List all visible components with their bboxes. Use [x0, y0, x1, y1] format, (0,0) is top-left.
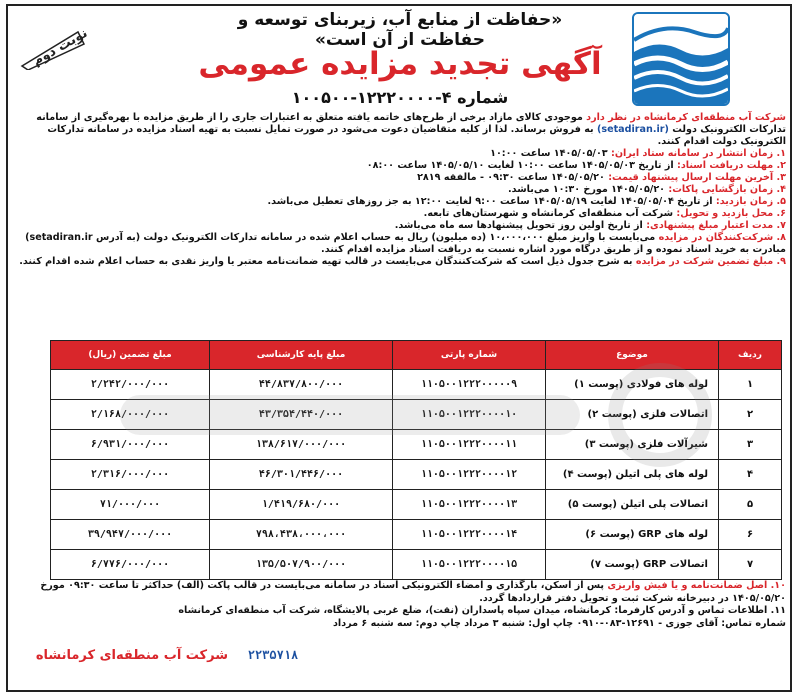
cell-guarantee: ۲/۱۶۸/۰۰۰/۰۰۰	[51, 400, 210, 430]
table-header-row	[51, 341, 782, 370]
cell-base-price: ۱۳۵/۵۰۷/۹۰۰/۰۰۰	[210, 550, 393, 580]
notice-body	[14, 112, 786, 268]
item-label: ۷. مدت اعتبار مبلغ پیشنهادی:	[646, 220, 786, 231]
cell-party-number: ۱۱۰۵۰۰۱۲۲۲۰۰۰۰۱۴	[393, 520, 546, 550]
cell-guarantee: ۳۹/۹۴۷/۰۰۰/۰۰۰	[51, 520, 210, 550]
cell-party-number: ۱۱۰۵۰۰۱۲۲۲۰۰۰۰۱۲	[393, 460, 546, 490]
list-item	[14, 196, 786, 208]
cell-row: ۶	[719, 520, 782, 550]
guarantee-table	[50, 340, 782, 580]
cell-guarantee: ۷۱/۰۰۰/۰۰۰	[51, 490, 210, 520]
item-label: ۹. مبلغ تضمین شرکت در مزایده	[635, 256, 786, 267]
cell-row: ۳	[719, 430, 782, 460]
item-text: از تاریخ ۱۴۰۵/۰۵/۰۴ لغایت ۱۴۰۵/۰۵/۱۹ ساعت ۹:۰۰ لغایت ۱۲:۰۰ به جز روزهای تعطیل می‌باشد.	[267, 196, 716, 207]
guarantee-table-wrap	[50, 340, 782, 570]
item-label: ۳. آخرین مهلت ارسال پیشنهاد قیمت:	[608, 172, 786, 183]
list-item	[14, 160, 786, 172]
footer-line-10-label: ۱۰. اصل ضمانت‌نامه و یا فیش واریزی	[607, 580, 786, 591]
col-subject: موضوع	[546, 341, 719, 370]
cell-guarantee: ۲/۲۴۲/۰۰۰/۰۰۰	[51, 370, 210, 400]
item-label: ۲. مهلت دریافت اسناد:	[677, 160, 786, 171]
cell-guarantee: ۲/۳۱۶/۰۰۰/۰۰۰	[51, 460, 210, 490]
list-item	[14, 184, 786, 196]
cell-subject: اتصالات GRP (پوست ۷)	[546, 550, 719, 580]
col-guarantee: مبلغ تضمین (ریال)	[51, 341, 210, 370]
table-row	[51, 490, 782, 520]
intro-text-2: به فروش برساند. لذا از کلیه متقاضیان دعوت می‌شود در صورت تمایل نسبت به تهیه اسناد مزایده در سامانه تدارکات الکترونیک دولت اقدام کنند.	[47, 124, 786, 147]
list-item	[14, 148, 786, 160]
cell-base-price: ۴۶/۳۰۱/۴۴۶/۰۰۰	[210, 460, 393, 490]
cell-subject: شیرآلات فلزی (پوست ۳)	[546, 430, 719, 460]
cell-party-number: ۱۱۰۵۰۰۱۲۲۲۰۰۰۰۱۰	[393, 400, 546, 430]
cell-subject: لوله های پلی اتیلن (پوست ۴)	[546, 460, 719, 490]
col-row: ردیف	[719, 341, 782, 370]
phone-number: ۲۲۳۵۷۱۸	[247, 648, 299, 662]
table-row	[51, 430, 782, 460]
cell-row: ۲	[719, 400, 782, 430]
notice-footer	[14, 580, 786, 630]
footer-line-12: شماره تماس: آقای جوزی - ۱۲۶۹۱-۰۸۳-۰۹۱۰ چاپ اول: شنبه ۳ مرداد چاپ دوم: سه شنبه ۶ مرداد	[333, 617, 786, 629]
footer-line-10-text: پس از اسکن، بارگذاری و امضاء الکترونیکی اسناد در سامانه می‌بایست در قالب پاکت (الف) حداکثر تا ساعت ۰۹:۳۰ مورخ ۱۴۰۵/۰۵/۲۰ در دبیرخانه شرکت ثبت و تحویل دفتر قراردادها گردد.	[40, 580, 786, 604]
intro-text-1: موجودی کالای مازاد برخی از طرح‌های خاتمه یافته متعلق به اعتبارات جاری را از طریق مزایده با بهره‌گیری از سامانه تدارکات الکترونیک دولت	[36, 112, 786, 135]
cell-base-price: ۱/۴۱۹/۶۸۰/۰۰۰	[210, 490, 393, 520]
edition-stamp-label: نوبت دوم	[30, 25, 91, 70]
footer-line-10	[14, 580, 786, 605]
cell-party-number: ۱۱۰۵۰۰۱۲۲۲۰۰۰۰۱۵	[393, 550, 546, 580]
table-row	[51, 370, 782, 400]
table-row	[51, 520, 782, 550]
item-text: به شرح جدول ذیل است که شرکت‌کنندگان می‌بایست در قالب تهیه ضمانت‌نامه معتبر یا واریز نقدی به حساب اعلام شده اقدام کنند.	[19, 256, 636, 267]
item-label: ۱. زمان انتشار در سامانه ستاد ایران:	[611, 148, 786, 159]
slogan: «حفاظت از منابع آب، زیربنای توسعه و حفاظت از آن است»	[237, 10, 563, 50]
table-row	[51, 400, 782, 430]
company-signature: شرکت آب منطقه‌ای کرمانشاه	[35, 648, 228, 663]
cell-party-number: ۱۱۰۵۰۰۱۲۲۲۰۰۰۰۱۳	[393, 490, 546, 520]
item-text: از تاریخ اولین روز تحویل پیشنهادها سه ماه می‌باشد.	[394, 220, 647, 231]
list-item	[14, 256, 786, 268]
cell-row: ۷	[719, 550, 782, 580]
item-label: ۴. زمان بازگشایی پاکات:	[668, 184, 786, 195]
list-item	[14, 232, 786, 256]
item-label: ۵. زمان بازدید:	[715, 196, 786, 207]
col-party-number: شماره پارتی	[393, 341, 546, 370]
cell-subject: اتصالات فلزی (پوست ۲)	[546, 400, 719, 430]
table-row	[51, 550, 782, 580]
cell-subject: لوله های GRP (پوست ۶)	[546, 520, 719, 550]
cell-base-price: ۷۹۸،۴۳۸،۰۰۰،۰۰۰	[210, 520, 393, 550]
item-text: ۱۴۰۵/۰۵/۲۰ ساعت ۰۹:۳۰ - مالفقه ۲۸۱۹	[417, 172, 609, 183]
cell-party-number: ۱۱۰۵۰۰۱۲۲۲۰۰۰۰۱۱	[393, 430, 546, 460]
list-item	[14, 220, 786, 232]
cell-row: ۱	[719, 370, 782, 400]
item-text: می‌بایست با واریز مبلغ ۱۰،۰۰۰،۰۰۰ (ده میلیون) ریال به حساب اعلام شده در سامانه تدارکات الکترونیک دولت (به آدرس setadiran.ir) مبادرت به خرید اسناد نموده و از طریق درگاه مورد اشاره نسبت به دریافت اسناد مزایده اقدام کنند.	[25, 232, 786, 255]
item-text: شرکت آب منطقه‌ای کرمانشاه و شهرستان‌های تابعه.	[423, 208, 677, 219]
list-item	[14, 172, 786, 184]
cell-row: ۴	[719, 460, 782, 490]
cell-party-number: ۱۱۰۵۰۰۱۲۲۲۰۰۰۰۰۹	[393, 370, 546, 400]
intro-paragraph	[14, 112, 786, 148]
intro-lead: شرکت آب منطقه‌ای کرمانشاه در نظر دارد	[586, 112, 786, 123]
cell-guarantee: ۶/۷۷۶/۰۰۰/۰۰۰	[51, 550, 210, 580]
item-label: ۸. شرکت‌کنندگان در مزایده	[658, 232, 786, 243]
cell-subject: لوله های فولادی (پوست ۱)	[546, 370, 719, 400]
cell-base-price: ۴۴/۸۳۷/۸۰۰/۰۰۰	[210, 370, 393, 400]
col-base-price: مبلغ پایه کارشناسی	[210, 341, 393, 370]
notice-number: شماره ۴-۱۲۲۲۰۰۰۰-۱۰۰۵۰۰	[291, 88, 509, 107]
item-text: ۱۴۰۵/۰۵/۲۰ مورخ ۱۰:۳۰ می‌باشد.	[508, 184, 669, 195]
notice-title: آگهی تجدید مزایده عمومی	[198, 46, 602, 82]
water-company-logo-icon	[632, 12, 730, 106]
item-text: از تاریخ ۱۴۰۵/۰۵/۰۳ ساعت ۱۰:۰۰ لغایت ۱۴۰۵/۰۵/۱۰ ساعت ۰۸:۰۰	[366, 160, 678, 171]
list-item	[14, 208, 786, 220]
item-label: ۶. محل بازدید و تحویل:	[676, 208, 786, 219]
table-row	[51, 460, 782, 490]
cell-base-price: ۴۳/۳۵۴/۴۴۰/۰۰۰	[210, 400, 393, 430]
cell-base-price: ۱۳۸/۶۱۷/۰۰۰/۰۰۰	[210, 430, 393, 460]
cell-row: ۵	[719, 490, 782, 520]
cell-subject: اتصالات پلی اتیلن (پوست ۵)	[546, 490, 719, 520]
footer-line-11: ۱۱. اطلاعات تماس و آدرس کارفرما: کرمانشاه، میدان سپاه پاسداران (نقت)، ضلع غربی پالایشگاه، شرکت آب منطقه‌ای کرمانشاه	[178, 605, 786, 616]
cell-guarantee: ۶/۹۳۱/۰۰۰/۰۰۰	[51, 430, 210, 460]
item-text: ۱۴۰۵/۰۵/۰۳ ساعت ۱۰:۰۰	[490, 148, 611, 159]
setadiran-link[interactable]: (setadiran.ir)	[596, 124, 669, 135]
